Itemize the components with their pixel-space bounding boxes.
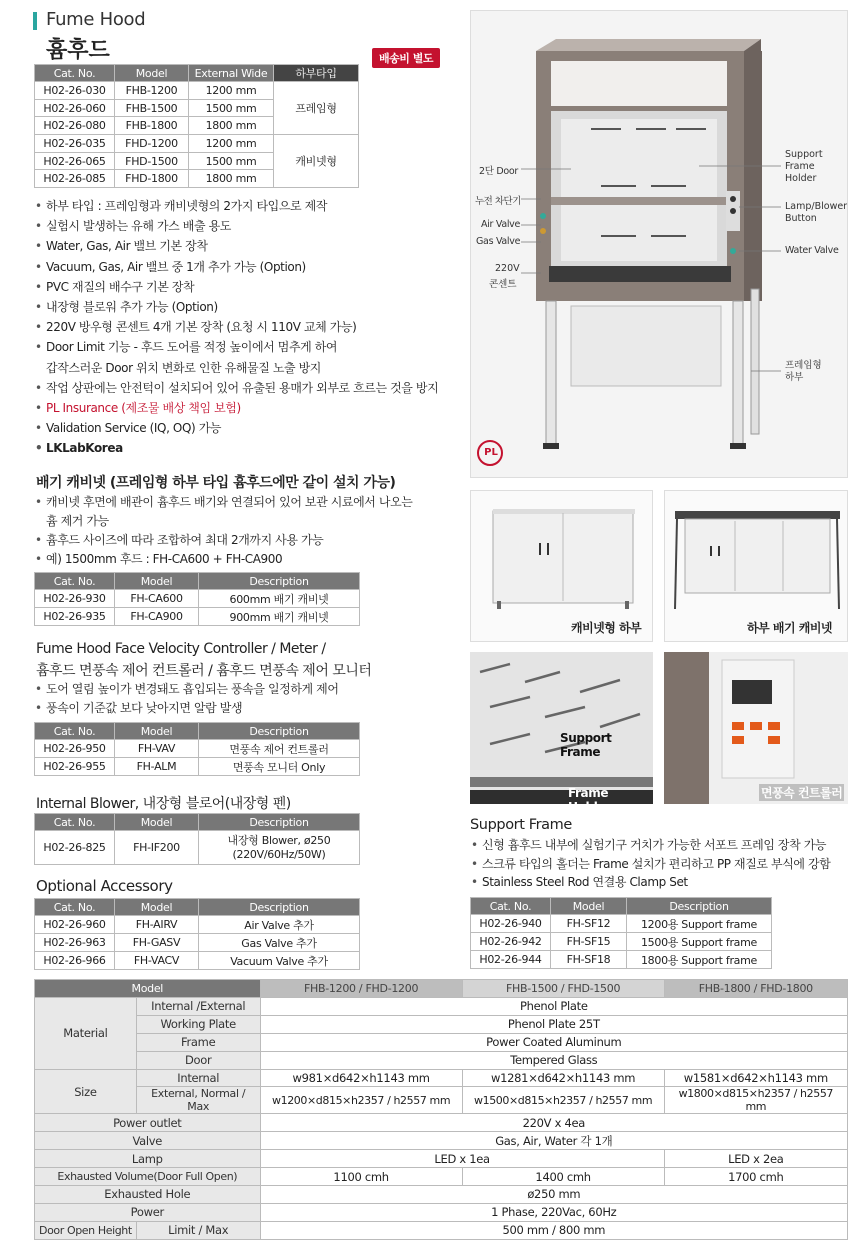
table-row: Power outlet 220V x 4ea bbox=[35, 1114, 848, 1132]
blower-table: Cat. No. Model Description H02-26-825 FH-IF200 내장형 Blower, ø250 (220V/60Hz/50W) bbox=[34, 813, 360, 865]
table-row: External, Normal / Max w1200×d815×h2357 / h2557 mm w1500×d815×h2357 / h2557 mm w1800×d815×h2357 / h2557 mm bbox=[35, 1087, 848, 1114]
table-row: Exhausted Volume(Door Full Open) 1100 cmh 1400 cmh 1700 cmh bbox=[35, 1168, 848, 1186]
accessory-table: Cat. No. Model Description H02-26-960 FH-AIRV Air Valve 추가 H02-26-963 FH-GASV Gas Valve 추가 H02-26-966 FH-VACV Vacuum Valve 추가 bbox=[34, 898, 360, 970]
table-row: H02-26-085 FHD-1800 1800 mm bbox=[35, 170, 359, 188]
list-item: • 실험시 발생하는 유해 가스 배출 용도 bbox=[34, 216, 464, 236]
list-item: • 캐비넷 후면에 배관이 흄후드 배기와 연결되어 있어 보관 시료에서 나오는 bbox=[34, 493, 464, 512]
list-item: • PL Insurance (제조물 배상 책임 보험) bbox=[34, 398, 464, 418]
caption-frame-holder: Frame Holder bbox=[568, 786, 611, 814]
shipping-badge: 배송비 별도 bbox=[372, 48, 440, 68]
table-row: H02-26-035 FHD-1200 1200 mm 캐비넷형 bbox=[35, 135, 359, 153]
list-item: • 풍속이 기준값 보다 낮아지면 알람 발생 bbox=[34, 699, 464, 718]
pl-mark: PL bbox=[484, 447, 498, 458]
list-item: • Water, Gas, Air 밸브 기본 장착 bbox=[34, 236, 464, 256]
list-item: • PVC 재질의 배수구 기본 장착 bbox=[34, 277, 464, 297]
support-title: Support Frame bbox=[470, 817, 572, 833]
list-item: • 내장형 블로워 추가 가능 (Option) bbox=[34, 297, 464, 317]
blower-title: Internal Blower, 내장형 블로어(내장형 펜) bbox=[36, 796, 291, 812]
caption-exhaust-cabinet: 하부 배기 캐비넷 bbox=[747, 621, 833, 635]
title-accent-bar bbox=[33, 12, 37, 30]
type-frame: 프레임형 bbox=[274, 82, 359, 135]
table-row: H02-26-065 FHD-1500 1500 mm bbox=[35, 152, 359, 170]
table-row: Frame Power Coated Aluminum bbox=[35, 1033, 848, 1051]
table-row: H02-26-955 FH-ALM 면풍속 모니터 Only bbox=[35, 758, 360, 776]
velocity-list bbox=[34, 680, 464, 718]
caption-support-frame: Support Frame bbox=[560, 731, 612, 759]
table-row: Size Internal w981×d642×h1143 mm w1281×d642×h1143 mm w1581×d642×h1143 mm bbox=[35, 1069, 848, 1087]
list-item: • 도어 열림 높이가 변경돼도 흡입되는 풍속을 일정하게 제어 bbox=[34, 680, 464, 699]
caption-cabinet-type: 캐비넷형 하부 bbox=[571, 621, 642, 635]
velocity-controller-image bbox=[664, 652, 848, 804]
table-row: Lamp LED x 1ea LED x 2ea bbox=[35, 1150, 848, 1168]
table-row: Door Open Height Limit / Max 500 mm / 800 mm bbox=[35, 1221, 848, 1239]
list-item: • 스크류 타입의 홀더는 Frame 설치가 편리하고 PP 재질로 부식에 강함 bbox=[470, 855, 855, 874]
cabinet-title: 배기 캐비넷 (프레임형 하부 타입 흄후드에만 같이 설치 가능) bbox=[36, 475, 396, 491]
list-item: 갑작스러운 Door 위치 변화로 인한 유해물질 노출 방지 bbox=[46, 360, 322, 375]
col-wide: External Wide bbox=[189, 65, 274, 82]
label-gas-valve: Gas Valve bbox=[476, 236, 521, 247]
exhaust-cabinet-illustration bbox=[665, 491, 849, 616]
table-row: H02-26-966 FH-VACV Vacuum Valve 추가 bbox=[35, 952, 360, 970]
table-row: Material Internal /External Phenol Plate bbox=[35, 998, 848, 1016]
table-row: Valve Gas, Air, Water 각 1개 bbox=[35, 1132, 848, 1150]
table-row: H02-26-942 FH-SF15 1500용 Support frame bbox=[471, 933, 772, 951]
spec-table: Model FHB-1200 / FHD-1200 FHB-1500 / FHD-1500 FHB-1800 / FHD-1800 Material Internal /External Phenol Plate Working Plate Phenol Plate 25T Frame Power Coated Aluminum Door Tempered Glass Size Internal w981×d642×h1143 mm w1281×d642×h1143 mm w1581×d642×h1143 mm External, Normal / Max w1200×d815×h2357 / h2557 mm w1500×d815×h2357 / h2557 mm w1800×d815×h2357 / h2557 mm Power outlet 220V x 4ea Valve Gas, Air, Water 각 1개 Lamp LED x 1ea LED x 2ea Exhausted Volume(Door Full Open) 1100 cmh 1400 cmh 1700 cmh Exhausted Hole ø250 mm Power 1 Phase, 220Vac, 60Hz Door Open Height Limit / Max 500 mm / 800 mm bbox=[34, 979, 848, 1240]
table-row: H02-26-944 FH-SF18 1800용 Support frame bbox=[471, 951, 772, 969]
table-row: H02-26-060 FHB-1500 1500 mm bbox=[35, 99, 359, 117]
label-water-valve: Water Valve bbox=[785, 245, 839, 256]
list-item: • LKLabKorea bbox=[34, 438, 464, 458]
caption-velocity-controller: 면풍속 컨트롤러 bbox=[761, 786, 843, 800]
cabinet-list bbox=[34, 493, 464, 569]
velocity-title-1: Fume Hood Face Velocity Controller / Meter / bbox=[36, 641, 326, 657]
label-support-frame-holder: Support Frame Holder bbox=[785, 149, 823, 184]
cabinet-table: Cat. No. Model Description H02-26-930 FH-CA600 600mm 배기 캐비넷 H02-26-935 FH-CA900 900mm 배기 캐비넷 bbox=[34, 572, 360, 626]
support-frame-illustration bbox=[470, 652, 653, 804]
col-cat: Cat. No. bbox=[35, 65, 115, 82]
list-item: • 하부 타입 : 프레임형과 캐비넷형의 2가지 타입으로 제작 bbox=[34, 196, 464, 216]
list-item: • 예) 1500mm 후드 : FH-CA600 + FH-CA900 bbox=[34, 550, 464, 569]
table-row: H02-26-825 FH-IF200 내장형 Blower, ø250 (220V/60Hz/50W) bbox=[35, 831, 360, 865]
model-table bbox=[34, 64, 359, 188]
label-lamp-blower: Lamp/Blower Button bbox=[785, 201, 848, 224]
support-frame-image bbox=[470, 652, 653, 814]
list-item: • 신형 흄후드 내부에 실험기구 거치가 가능한 서포트 프레임 장착 가능 bbox=[470, 836, 855, 855]
accessory-title: Optional Accessory bbox=[36, 877, 173, 895]
table-row: H02-26-935 FH-CA900 900mm 배기 캐비넷 bbox=[35, 608, 360, 626]
list-item: 흄 제거 가능 bbox=[46, 514, 109, 528]
table-row: Door Tempered Glass bbox=[35, 1051, 848, 1069]
list-item: • 흄후드 사이즈에 따라 조합하여 최대 2개까지 사용 가능 bbox=[34, 531, 464, 550]
col-type: 하부타입 bbox=[274, 65, 359, 82]
fume-hood-image bbox=[470, 10, 848, 478]
table-row: H02-26-950 FH-VAV 면풍속 제어 컨트롤러 bbox=[35, 740, 360, 758]
velocity-table: Cat. No. Model Description H02-26-950 FH-VAV 면풍속 제어 컨트롤러 H02-26-955 FH-ALM 면풍속 모니터 Only bbox=[34, 722, 360, 776]
label-outlet: 콘센트 bbox=[489, 279, 517, 290]
support-table: Cat. No. Model Description H02-26-940 FH-SF12 1200용 Support frame H02-26-942 FH-SF15 1500용 Support frame H02-26-944 FH-SF18 1800용 Support frame bbox=[470, 897, 772, 969]
list-item: • Validation Service (IQ, OQ) 가능 bbox=[34, 418, 464, 438]
label-220v: 220V bbox=[495, 263, 520, 274]
table-row: H02-26-963 FH-GASV Gas Valve 추가 bbox=[35, 934, 360, 952]
table-row: Power 1 Phase, 220Vac, 60Hz bbox=[35, 1203, 848, 1221]
table-row: Exhausted Hole ø250 mm bbox=[35, 1186, 848, 1204]
list-item: • 작업 상판에는 안전턱이 설치되어 있어 유출된 용매가 외부로 흐르는 것을 방지 bbox=[34, 378, 464, 398]
table-row: H02-26-940 FH-SF12 1200용 Support frame bbox=[471, 915, 772, 933]
feature-list bbox=[34, 196, 464, 459]
list-item: • Vacuum, Gas, Air 밸브 중 1개 추가 가능 (Option) bbox=[34, 257, 464, 277]
table-row: H02-26-030 FHB-1200 1200 mm 프레임형 bbox=[35, 82, 359, 100]
label-door: 2단 Door bbox=[479, 166, 518, 177]
table-row: Working Plate Phenol Plate 25T bbox=[35, 1015, 848, 1033]
page-title-ko: 흄후드 bbox=[46, 38, 110, 63]
table-row: H02-26-080 FHB-1800 1800 mm bbox=[35, 117, 359, 135]
controller-illustration bbox=[664, 652, 848, 804]
cabinet-illustration bbox=[471, 491, 654, 616]
col-model: Model bbox=[115, 65, 189, 82]
velocity-title-2: 흄후드 면풍속 제어 컨트롤러 / 흄후드 면풍속 제어 모니터 bbox=[36, 663, 372, 679]
table-row: H02-26-930 FH-CA600 600mm 배기 캐비넷 bbox=[35, 590, 360, 608]
cabinet-type-image bbox=[470, 490, 653, 642]
label-breaker: 누전 차단기 bbox=[475, 196, 521, 207]
list-item: • Door Limit 기능 - 후드 도어를 적정 높이에서 멈추게 하여 bbox=[34, 337, 464, 357]
list-item: • Stainless Steel Rod 연결용 Clamp Set bbox=[470, 873, 855, 892]
type-cabinet: 캐비넷형 bbox=[274, 135, 359, 188]
exhaust-cabinet-image bbox=[664, 490, 848, 642]
list-item: • 220V 방우형 콘센트 4개 기본 장착 (요청 시 110V 교체 가능) bbox=[34, 317, 464, 337]
support-list bbox=[470, 836, 855, 892]
label-air-valve: Air Valve bbox=[481, 219, 521, 230]
label-frame-base: 프레임형 하부 bbox=[785, 360, 822, 383]
table-row: H02-26-960 FH-AIRV Air Valve 추가 bbox=[35, 916, 360, 934]
page-title-en: Fume Hood bbox=[46, 9, 146, 30]
